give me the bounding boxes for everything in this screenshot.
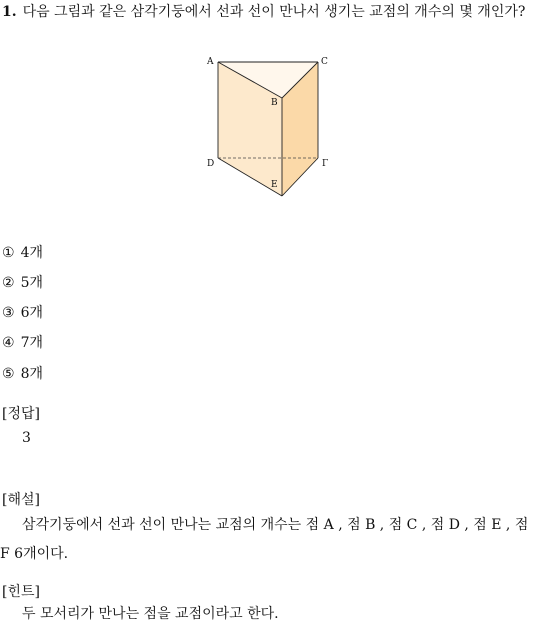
choice-text: 8개 [20, 366, 43, 382]
vertex-label-e: E [271, 180, 278, 190]
choice-mark: ④ [2, 335, 15, 351]
choice-2[interactable] [2, 273, 43, 293]
choice-text: 7개 [20, 335, 43, 351]
vertex-label-c: C [321, 57, 328, 67]
question-text: 다음 그림과 같은 삼각기둥에서 선과 선이 만나서 생기는 교점의 개수의 몇 개인가? [22, 4, 526, 20]
explanation-text: 삼각기둥에서 선과 선이 만나는 교점의 개수는 점 A , 점 B , 점 C , 점 D , 점 E , 점 F 6개이다. [0, 517, 529, 562]
choice-3[interactable] [2, 303, 43, 323]
choice-mark: ③ [2, 305, 15, 321]
choice-4[interactable] [2, 333, 43, 353]
choice-text: 4개 [20, 245, 43, 261]
choice-text: 5개 [20, 275, 43, 291]
vertex-label-d: D [207, 159, 215, 169]
choice-5[interactable] [2, 364, 43, 384]
vertex-label-a: A [207, 57, 214, 67]
triangular-prism-figure [200, 50, 340, 200]
vertex-label-b: B [271, 98, 278, 108]
hint-label: [힌트] [2, 584, 40, 600]
answer-value: 3 [22, 430, 31, 446]
hint-text: 두 모서리가 만나는 점을 교점이라고 한다. [22, 606, 279, 622]
choice-mark: ⑤ [2, 366, 15, 382]
vertex-label-f: Γ [322, 159, 329, 169]
choice-text: 6개 [20, 305, 43, 321]
explanation-label: [해설] [2, 492, 40, 508]
question [2, 0, 534, 24]
choice-1[interactable] [2, 243, 43, 263]
answer-label: [정답] [2, 406, 40, 422]
choice-mark: ② [2, 275, 15, 291]
choice-mark: ① [2, 245, 15, 261]
question-number: 1. [2, 4, 17, 20]
